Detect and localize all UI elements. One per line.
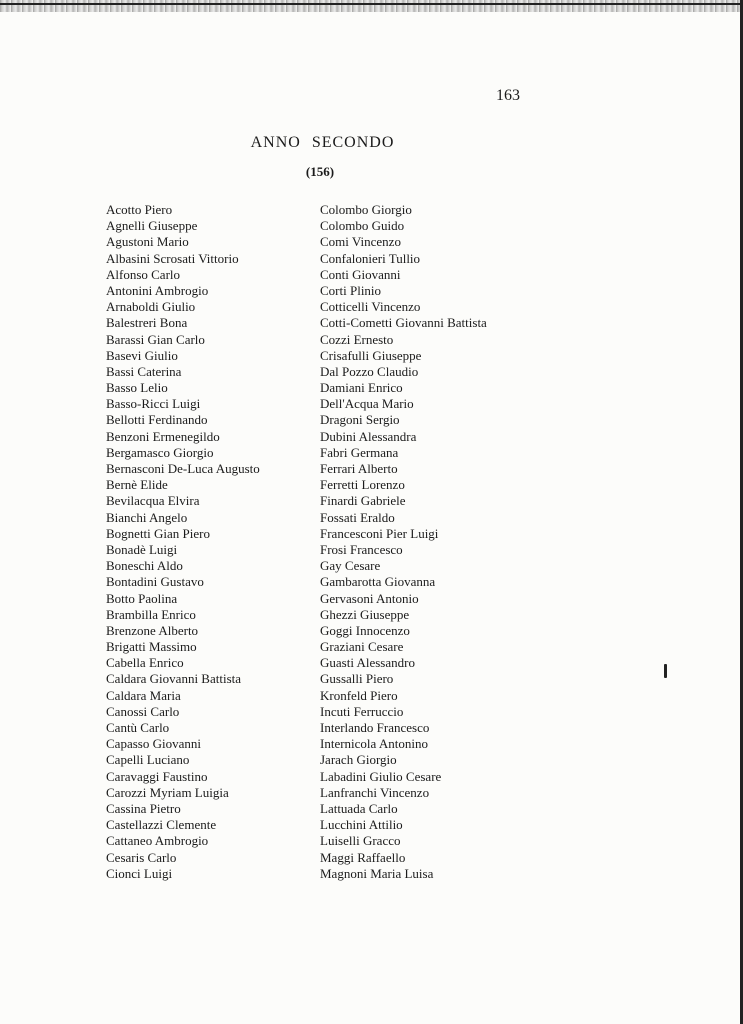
list-item: Dragoni Sergio xyxy=(320,412,400,428)
list-item: Capelli Luciano xyxy=(106,752,190,768)
list-item: Cionci Luigi xyxy=(106,865,173,881)
list-item: Gay Cesare xyxy=(320,558,381,574)
list-item: Dubini Alessandra xyxy=(320,428,417,444)
list-item: Lanfranchi Vincenzo xyxy=(320,784,430,800)
scan-top-rule xyxy=(0,3,743,5)
list-item: Bognetti Gian Piero xyxy=(106,525,210,541)
list-item: Capasso Giovanni xyxy=(106,736,201,752)
list-item: Dell'Acqua Mario xyxy=(320,396,414,412)
list-item: Internicola Antonino xyxy=(320,736,428,752)
list-item: Ghezzi Giuseppe xyxy=(320,606,410,622)
list-item: Cassina Pietro xyxy=(106,800,181,816)
list-item: Cotticelli Vincenzo xyxy=(320,299,421,315)
list-item: Comi Vincenzo xyxy=(320,234,401,250)
list-item: Frosi Francesco xyxy=(320,541,403,557)
list-item: Cesaris Carlo xyxy=(106,849,177,865)
list-item: Botto Paolina xyxy=(106,590,178,606)
scan-mark xyxy=(664,664,667,678)
list-item: Jarach Giorgio xyxy=(320,752,397,768)
list-item: Brenzone Alberto xyxy=(106,622,199,638)
list-item: Cabella Enrico xyxy=(106,655,184,671)
list-item: Bonadè Luigi xyxy=(106,541,178,557)
list-item: Benzoni Ermenegildo xyxy=(106,428,220,444)
list-item: Fossati Eraldo xyxy=(320,509,395,525)
list-item: Antonini Ambrogio xyxy=(106,282,209,298)
name-list-left xyxy=(106,202,260,882)
list-item: Goggi Innocenzo xyxy=(320,622,410,638)
list-item: Basso-Ricci Luigi xyxy=(106,396,201,412)
list-item: Basso Lelio xyxy=(106,380,168,396)
list-item: Bernè Elide xyxy=(106,477,168,493)
list-item: Alfonso Carlo xyxy=(106,266,181,282)
list-item: Lattuada Carlo xyxy=(320,800,398,816)
scan-top-edge xyxy=(0,0,743,12)
list-item: Gervasoni Antonio xyxy=(320,590,419,606)
list-item: Bergamasco Giorgio xyxy=(106,444,214,460)
list-item: Colombo Giorgio xyxy=(320,202,412,217)
list-item: Cotti-Cometti Giovanni Battista xyxy=(320,315,487,331)
list-item: Luiselli Gracco xyxy=(320,833,401,849)
list-item: Cantù Carlo xyxy=(106,720,170,735)
list-item: Agustoni Mario xyxy=(106,234,189,250)
list-item: Bernasconi De-Luca Augusto xyxy=(106,461,260,476)
list-item: Graziani Cesare xyxy=(320,639,404,655)
list-item: Ferrari Alberto xyxy=(320,461,398,476)
list-item: Canossi Carlo xyxy=(106,703,180,719)
list-item: Caldara Giovanni Battista xyxy=(106,671,242,687)
list-item: Caravaggi Faustino xyxy=(106,768,208,784)
list-item: Bevilacqua Elvira xyxy=(106,493,200,509)
list-item: Carozzi Myriam Luigia xyxy=(106,784,229,800)
list-item: Fabri Germana xyxy=(320,444,399,460)
name-list-right xyxy=(320,202,487,882)
list-item: Francesconi Pier Luigi xyxy=(320,525,439,541)
list-item: Dal Pozzo Claudio xyxy=(320,363,419,379)
list-item: Guasti Alessandro xyxy=(320,655,415,671)
section-title: ANNO SECONDO xyxy=(250,134,395,151)
list-item: Incuti Ferruccio xyxy=(320,703,404,719)
list-item: Lucchini Attilio xyxy=(320,817,403,833)
list-item: Conti Giovanni xyxy=(320,266,401,282)
list-item: Magnoni Maria Luisa xyxy=(320,865,434,881)
list-item: Labadini Giulio Cesare xyxy=(320,768,442,784)
list-item: Corti Plinio xyxy=(320,282,382,298)
section-count: (156) xyxy=(305,164,335,179)
list-item: Cozzi Ernesto xyxy=(320,331,394,347)
list-item: Caldara Maria xyxy=(106,687,181,703)
list-item: Balestreri Bona xyxy=(106,315,188,331)
list-item: Bontadini Gustavo xyxy=(106,574,204,590)
list-item: Gussalli Piero xyxy=(320,671,394,687)
list-item: Acotto Piero xyxy=(106,202,173,217)
list-item: Kronfeld Piero xyxy=(320,687,398,703)
list-item: Boneschi Aldo xyxy=(106,558,183,574)
list-item: Basevi Giulio xyxy=(106,347,178,363)
list-item: Bassi Caterina xyxy=(106,363,182,379)
list-item: Cattaneo Ambrogio xyxy=(106,833,209,849)
list-item: Damiani Enrico xyxy=(320,380,403,396)
list-item: Castellazzi Clemente xyxy=(106,817,217,833)
list-item: Arnaboldi Giulio xyxy=(106,299,196,315)
list-item: Bellotti Ferdinando xyxy=(106,412,208,428)
list-item: Agnelli Giuseppe xyxy=(106,218,198,234)
list-item: Crisafulli Giuseppe xyxy=(320,347,422,363)
list-item: Bianchi Angelo xyxy=(106,509,188,525)
list-item: Interlando Francesco xyxy=(320,720,430,735)
list-item: Confalonieri Tullio xyxy=(320,250,421,266)
list-item: Colombo Guido xyxy=(320,218,405,234)
list-item: Albasini Scrosati Vittorio xyxy=(106,250,239,266)
list-item: Brambilla Enrico xyxy=(106,606,196,622)
list-item: Maggi Raffaello xyxy=(320,849,406,865)
list-item: Finardi Gabriele xyxy=(320,493,406,509)
list-item: Brigatti Massimo xyxy=(106,639,197,655)
list-item: Barassi Gian Carlo xyxy=(106,331,205,347)
list-item: Ferretti Lorenzo xyxy=(320,477,405,493)
page-number: 163 xyxy=(496,87,520,104)
list-item: Gambarotta Giovanna xyxy=(320,574,436,590)
